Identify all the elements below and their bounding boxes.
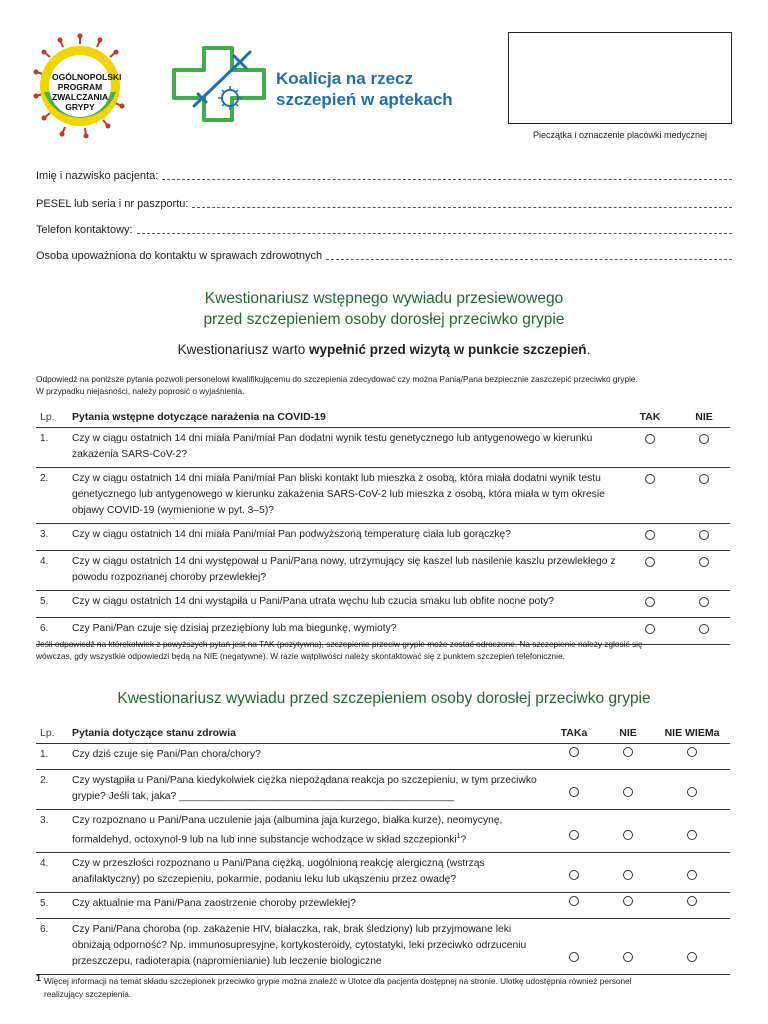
table-row: 3. Czy w ciągu ostatnich 14 dni miała Pani/miał Pan podwyższoną temperaturę ciała lub gorączkę? xyxy=(36,524,730,551)
yes-radio[interactable] xyxy=(569,870,579,880)
section1-subtitle: Kwestionariusz warto wypełnić przed wizytą w punkcie szczepień. xyxy=(177,342,591,357)
dont-know-radio[interactable] xyxy=(687,787,697,797)
table-row: 6. Czy Pani/Pana choroba (np. zakażenie HIV, białaczka, rak, brak śledziony) lub przyjmowane leki obniżają odporność? Np. immunosupresyjne, kortykosteroidy, cytostatyki, leki przeciwko odrzuceniu przeszczepu, radioterapia (napromienianie) lub leczenie biologiczne xyxy=(36,919,730,975)
contact-person-field[interactable]: Osoba upoważniona do kontaktu w sprawach zdrowotnych xyxy=(36,250,732,262)
yes-radio[interactable] xyxy=(569,830,579,840)
no-radio[interactable] xyxy=(623,787,633,797)
yes-radio[interactable] xyxy=(569,952,579,962)
pesel-field[interactable]: PESEL lub seria i nr paszportu: xyxy=(36,198,732,210)
footnote: 1 Więcej informacji na temat składu szczepionek przeciwko grypie można znaleźć w Ulotce dla pacjenta dostępnej na stronie. Ulotkę udostępnia również personel realizujący szczepienia. xyxy=(36,973,632,999)
yes-radio[interactable] xyxy=(569,787,579,797)
table-row: 6. Czy Pani/Pan czuje się dzisiaj przeziębiony lub ma biegunkę, wymioty? xyxy=(36,618,730,645)
yes-radio[interactable] xyxy=(645,557,655,567)
no-radio[interactable] xyxy=(623,747,633,757)
dont-know-radio[interactable] xyxy=(687,896,697,906)
table-row: 2. Czy wystąpiła u Pani/Pana kiedykolwiek ciężka niepożądana reakcja po szczepieniu, w tym przeciwko grypie? Jeśli tak, jaka? ________________________________________________ xyxy=(36,770,730,810)
section1-title: Kwestionariusz wstępnego wywiadu przesiewowego przed szczepieniem osoby dorosłej przeciwko grypie xyxy=(203,290,565,328)
no-radio[interactable] xyxy=(623,952,633,962)
table-row: 5. Czy w ciągu ostatnich 14 dni wystąpiła u Pani/Pana utrata węchu lub czucia smaku lub obfite nocne poty? xyxy=(36,591,730,618)
table-row: 5. Czy aktualnie ma Pani/Pana zaostrzenie choroby przewlekłej? xyxy=(36,893,730,919)
dont-know-radio[interactable] xyxy=(687,747,697,757)
no-radio[interactable] xyxy=(623,896,633,906)
program-name: OGÓLNOPOLSKI PROGRAM ZWALCZANIA GRYPY xyxy=(52,72,122,112)
yes-radio[interactable] xyxy=(645,624,655,634)
phone-field[interactable]: Telefon kontaktowy: xyxy=(36,224,732,236)
yes-radio[interactable] xyxy=(569,747,579,757)
stamp-box xyxy=(508,32,732,124)
dont-know-radio[interactable] xyxy=(687,870,697,880)
table-row: 2. Czy w ciągu ostatnich 14 dni miała Pani/miał Pan bliski kontakt lub mieszka z osobą, która miała dodatni wynik testu genetycznego lub antygenowego w kierunku zakażenia SARS-CoV-2 lub mieszka z osobą, która miała w tym okresie objawy COVID-19 (wymienione w pyt. 3–5)? xyxy=(36,468,730,524)
coalition-logo xyxy=(170,46,270,122)
covid-table: Lp. Pytania wstępne dotyczące narażenia na COVID-19 TAK NIE 1. Czy w ciągu ostatnich 14 dni miała Pani/miał Pan dodatni wynik testu genetycznego lub antygenowego w kierunku zakażenia SARS-CoV-2? 2. Czy w ciągu ostatnich 14 dni miała Pani/miał Pan bliski kontakt lub mieszka z osobą, która miała dodatni wynik testu genetycznego lub antygenowego w kierunku zakażenia SARS-CoV-2 lub mieszka z osobą, która miała w tym okresie objawy COVID-19 (wymienione w pyt. 3–5)? 3. Czy w ciągu ostatnich 14 dni miała Pani/miał Pan podwyższoną temperaturę ciała lub gorączkę? 4. Czy w ciągu ostatnich 14 dni występował u Pani/Pana nowy, utrzymujący się kaszel lub nasilenie kaszlu przewlekłego z powodu rozpoznanej choroby przewlekłej? 5. Czy w ciągu ostatnich 14 dni wystąpiła u Pani/Pana utrata węchu lub czucia smaku lub obfite nocne poty? 6. Czy Pani/Pan czuje się dzisiaj przeziębiony lub ma biegunkę, wymioty? xyxy=(36,406,730,645)
yes-radio[interactable] xyxy=(645,597,655,607)
stamp-label: Pieczątka i oznaczenie placówki medycznej xyxy=(532,130,708,140)
no-radio[interactable] xyxy=(699,597,709,607)
program-logo xyxy=(30,32,130,144)
yes-radio[interactable] xyxy=(645,474,655,484)
no-radio[interactable] xyxy=(623,830,633,840)
no-radio[interactable] xyxy=(699,434,709,444)
cross-syringe-icon xyxy=(170,46,270,122)
table-row: 1. Czy dziś czuje się Pani/Pan chora/chory? xyxy=(36,744,730,770)
dont-know-radio[interactable] xyxy=(687,952,697,962)
patient-name-field[interactable]: Imię i nazwisko pacjenta: xyxy=(36,170,732,182)
no-radio[interactable] xyxy=(699,624,709,634)
no-radio[interactable] xyxy=(699,474,709,484)
coalition-name: Koalicja na rzecz szczepień w aptekach xyxy=(276,69,453,109)
no-radio[interactable] xyxy=(623,870,633,880)
health-table: Lp. Pytania dotyczące stanu zdrowia TAKa NIE NIE WIEMa 1. Czy dziś czuje się Pani/Pan chora/chory? 2. Czy wystąpiła u Pani/Pana kiedykolwiek ciężka niepożądana reakcja po szczepieniu, w tym przeciwko grypie? Jeśli tak, jaka? ________________________________________________ 3. Czy rozpoznano u Pani/Pana uczulenie jaja (albumina jaja kurzego, białka kurze), neomycynę, formaldehyd, octoxynol-9 lub na lub inne substancje wchodzące w skład szczepionki$^1$? 4. Czy w przeszłości rozpoznano u Pani/Pana ciężką, uogólnioną reakcję alergiczną (wstrząs anafilaktyczny) po szczepieniu, pokarmie, podaniu leku lub ukąszeniu przez owadę? 5. Czy aktualnie ma Pani/Pana zaostrzenie choroby przewlekłej? 6. Czy Pani/Pana choroba (np. zakażenie HIV, białaczka, rak, brak śledziony) lub przyjmowane leki obniżają odporność? Np. immunosupresyjne, kortykosteroidy, cytostatyki, leki przeciwko odrzuceniu przeszczepu, radioterapia (napromienianie) lub leczenie biologiczne xyxy=(36,722,730,975)
section1-note: Jeśli odpowiedź na którekolwiek z powyższych pytań jest na TAK (pozytywna), szczepienie przeciw grypie może zostać odroczone. Na szczepienie należy zgłosić się wówczas, gdy wszystkie odpowiedzi będą na NIE (negatywne). W razie wątpliwości należy skontaktować się z punktem szczepień telefonicznie. xyxy=(36,639,643,661)
yes-radio[interactable] xyxy=(569,896,579,906)
dont-know-radio[interactable] xyxy=(687,830,697,840)
section1-intro: Odpowiedź na poniższe pytania pozwoli personelowi kwalifikującemu do szczepienia zdecydować czy można Panią/Pana bezpiecznie zaszczepić przeciwko grypie. W przypadku niejasności, należy poprosić o wyjaśnienia. xyxy=(36,374,638,396)
table-row: 4. Czy w przeszłości rozpoznano u Pani/Pana ciężką, uogólnioną reakcję alergiczną (wstrząs anafilaktyczny) po szczepieniu, pokarmie, podaniu leku lub ukąszeniu przez owadę? xyxy=(36,853,730,893)
yes-radio[interactable] xyxy=(645,434,655,444)
table-row: 4. Czy w ciągu ostatnich 14 dni występował u Pani/Pana nowy, utrzymujący się kaszel lub nasilenie kaszlu przewlekłego z powodu rozpoznanej choroby przewlekłej? xyxy=(36,551,730,591)
no-radio[interactable] xyxy=(699,530,709,540)
no-radio[interactable] xyxy=(699,557,709,567)
yes-radio[interactable] xyxy=(645,530,655,540)
table-row: 1. Czy w ciągu ostatnich 14 dni miała Pani/miał Pan dodatni wynik testu genetycznego lub antygenowego w kierunku zakażenia SARS-CoV-2? xyxy=(36,428,730,468)
table-row: 3. Czy rozpoznano u Pani/Pana uczulenie jaja (albumina jaja kurzego, białka kurze), neomycynę, formaldehyd, octoxynol-9 lub na lub inne substancje wchodzące w skład szczepionki$^1$? xyxy=(36,810,730,853)
section2-title: Kwestionariusz wywiadu przed szczepieniem osoby dorosłej przeciwko grypie xyxy=(117,690,651,707)
